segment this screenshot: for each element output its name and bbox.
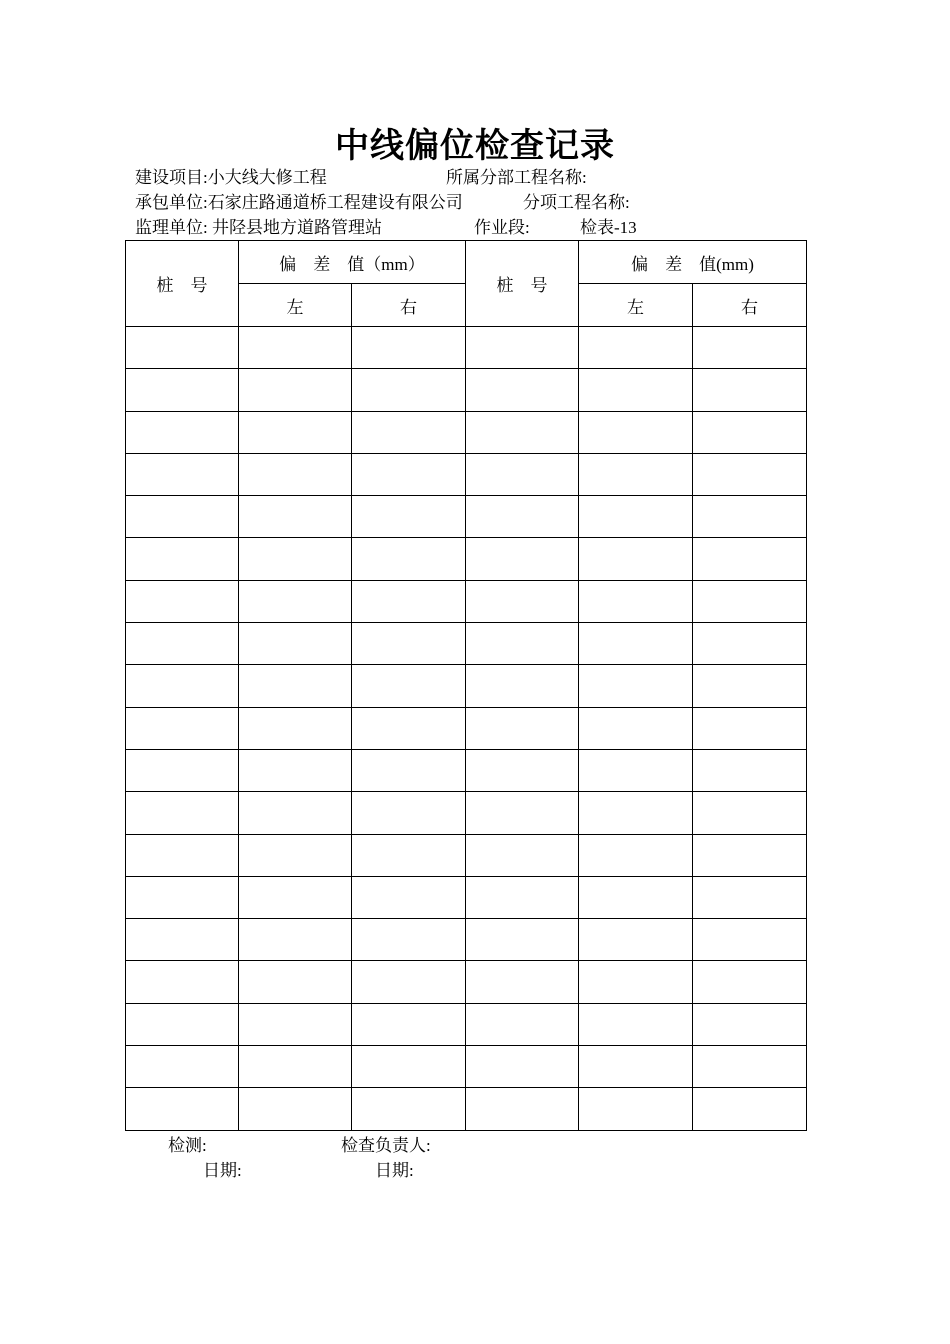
table-cell[interactable] xyxy=(126,792,239,834)
table-row xyxy=(126,665,807,707)
table-row xyxy=(126,453,807,495)
table-cell[interactable] xyxy=(693,1046,807,1088)
table-cell[interactable] xyxy=(352,792,466,834)
table-cell[interactable] xyxy=(466,538,579,580)
table-cell[interactable] xyxy=(239,749,352,791)
table-cell[interactable] xyxy=(352,749,466,791)
table-cell[interactable] xyxy=(126,538,239,580)
table-cell[interactable] xyxy=(352,1046,466,1088)
station-header-right: 桩 号 xyxy=(466,241,579,327)
table-cell[interactable] xyxy=(466,411,579,453)
table-cell[interactable] xyxy=(239,496,352,538)
table-cell[interactable] xyxy=(579,623,693,665)
table-cell[interactable] xyxy=(126,919,239,961)
table-cell[interactable] xyxy=(352,496,466,538)
table-cell[interactable] xyxy=(352,919,466,961)
table-cell[interactable] xyxy=(239,961,352,1003)
table-cell[interactable] xyxy=(579,411,693,453)
table-cell[interactable] xyxy=(579,580,693,622)
table-cell[interactable] xyxy=(466,961,579,1003)
table-cell[interactable] xyxy=(352,834,466,876)
table-cell[interactable] xyxy=(579,961,693,1003)
table-cell[interactable] xyxy=(352,623,466,665)
table-row xyxy=(126,1088,807,1130)
table-cell[interactable] xyxy=(352,707,466,749)
table-cell[interactable] xyxy=(693,1003,807,1045)
table-row xyxy=(126,919,807,961)
table-cell[interactable] xyxy=(352,453,466,495)
table-row xyxy=(126,1046,807,1088)
table-cell[interactable] xyxy=(579,1046,693,1088)
table-cell[interactable] xyxy=(466,1003,579,1045)
table-row xyxy=(126,327,807,369)
table-cell[interactable] xyxy=(126,749,239,791)
left-subheader: 左 xyxy=(239,284,352,327)
table-cell[interactable] xyxy=(579,665,693,707)
table-cell[interactable] xyxy=(126,580,239,622)
table-cell[interactable] xyxy=(126,327,239,369)
table-cell[interactable] xyxy=(352,369,466,411)
table-cell[interactable] xyxy=(579,749,693,791)
table-cell[interactable] xyxy=(466,623,579,665)
table-cell[interactable] xyxy=(239,665,352,707)
table-cell[interactable] xyxy=(693,749,807,791)
table-cell[interactable] xyxy=(126,961,239,1003)
table-cell[interactable] xyxy=(466,327,579,369)
table-cell[interactable] xyxy=(126,623,239,665)
contractor-field: 承包单位:石家庄路通道桥工程建设有限公司 xyxy=(135,193,463,212)
table-cell[interactable] xyxy=(579,876,693,918)
table-row xyxy=(126,961,807,1003)
table-row xyxy=(126,707,807,749)
table-cell[interactable] xyxy=(466,496,579,538)
date-label: 日期: xyxy=(375,1161,414,1180)
table-cell[interactable] xyxy=(352,876,466,918)
table-cell[interactable] xyxy=(126,369,239,411)
table-cell[interactable] xyxy=(126,707,239,749)
station-header-left: 桩 号 xyxy=(126,241,239,327)
table-cell[interactable] xyxy=(466,834,579,876)
table-cell[interactable] xyxy=(693,665,807,707)
table-cell[interactable] xyxy=(579,707,693,749)
table-cell[interactable] xyxy=(466,665,579,707)
table-cell[interactable] xyxy=(579,1003,693,1045)
table-cell[interactable] xyxy=(466,749,579,791)
table-cell[interactable] xyxy=(693,453,807,495)
table-cell[interactable] xyxy=(239,707,352,749)
table-cell[interactable] xyxy=(466,876,579,918)
table-cell[interactable] xyxy=(126,1003,239,1045)
table-row xyxy=(126,834,807,876)
table-row xyxy=(126,749,807,791)
table-cell[interactable] xyxy=(466,919,579,961)
table-cell[interactable] xyxy=(352,327,466,369)
table-cell[interactable] xyxy=(239,876,352,918)
table-cell[interactable] xyxy=(239,834,352,876)
table-row xyxy=(126,496,807,538)
table-cell[interactable] xyxy=(126,1088,239,1130)
subitem-field: 分项工程名称: xyxy=(523,193,630,212)
table-cell[interactable] xyxy=(693,580,807,622)
table-row xyxy=(126,538,807,580)
table-cell[interactable] xyxy=(126,411,239,453)
table-cell[interactable] xyxy=(693,834,807,876)
section-field: 作业段: xyxy=(474,218,530,237)
table-cell[interactable] xyxy=(239,1088,352,1130)
table-cell[interactable] xyxy=(693,327,807,369)
table-cell[interactable] xyxy=(466,707,579,749)
table-cell[interactable] xyxy=(693,1088,807,1130)
table-cell[interactable] xyxy=(693,538,807,580)
table-cell[interactable] xyxy=(693,961,807,1003)
table-row xyxy=(126,369,807,411)
table-cell[interactable] xyxy=(239,453,352,495)
table-cell[interactable] xyxy=(466,580,579,622)
left-subheader: 左 xyxy=(579,284,693,327)
table-cell[interactable] xyxy=(693,792,807,834)
table-cell[interactable] xyxy=(579,919,693,961)
table-row xyxy=(126,876,807,918)
table-cell[interactable] xyxy=(239,369,352,411)
table-cell[interactable] xyxy=(126,665,239,707)
table-cell[interactable] xyxy=(352,665,466,707)
table-cell[interactable] xyxy=(126,1046,239,1088)
table-row xyxy=(126,623,807,665)
table-cell[interactable] xyxy=(466,453,579,495)
table-cell[interactable] xyxy=(239,411,352,453)
date-label: 日期: xyxy=(203,1161,242,1180)
supervisor-field: 监理单位: 井陉县地方道路管理站 xyxy=(135,218,382,237)
table-cell[interactable] xyxy=(466,369,579,411)
table-row xyxy=(126,792,807,834)
project-field: 建设项目:小大线大修工程 xyxy=(135,168,327,187)
table-cell[interactable] xyxy=(126,496,239,538)
table-row xyxy=(126,1003,807,1045)
deviation-table xyxy=(125,240,807,1131)
table-cell[interactable] xyxy=(126,876,239,918)
table-cell[interactable] xyxy=(239,327,352,369)
table-cell[interactable] xyxy=(579,538,693,580)
table-cell[interactable] xyxy=(579,327,693,369)
table-cell[interactable] xyxy=(239,919,352,961)
check-lead-label: 检查负责人: xyxy=(341,1136,431,1155)
deviation-header-right: 偏 差 值(mm) xyxy=(579,241,807,284)
table-cell[interactable] xyxy=(239,580,352,622)
division-field: 所属分部工程名称: xyxy=(446,168,587,187)
table-cell[interactable] xyxy=(239,1046,352,1088)
table-cell[interactable] xyxy=(352,961,466,1003)
table-cell[interactable] xyxy=(352,411,466,453)
table-cell[interactable] xyxy=(579,834,693,876)
table-cell[interactable] xyxy=(239,623,352,665)
table-cell[interactable] xyxy=(693,919,807,961)
table-cell[interactable] xyxy=(466,1088,579,1130)
table-cell[interactable] xyxy=(579,1088,693,1130)
table-cell[interactable] xyxy=(693,876,807,918)
table-cell[interactable] xyxy=(239,538,352,580)
table-cell[interactable] xyxy=(352,1088,466,1130)
table-cell[interactable] xyxy=(352,1003,466,1045)
table-cell[interactable] xyxy=(239,792,352,834)
page-title: 中线偏位检查记录 xyxy=(335,126,615,166)
table-cell[interactable] xyxy=(579,792,693,834)
table-cell[interactable] xyxy=(579,369,693,411)
table-cell[interactable] xyxy=(693,707,807,749)
table-row xyxy=(126,580,807,622)
right-subheader: 右 xyxy=(352,284,466,327)
table-cell[interactable] xyxy=(466,792,579,834)
right-subheader: 右 xyxy=(693,284,807,327)
inspector-label: 检测: xyxy=(168,1136,207,1155)
table-cell[interactable] xyxy=(126,834,239,876)
table-cell[interactable] xyxy=(579,453,693,495)
table-cell[interactable] xyxy=(693,496,807,538)
table-cell[interactable] xyxy=(693,623,807,665)
table-cell[interactable] xyxy=(693,369,807,411)
table-row xyxy=(126,411,807,453)
table-cell[interactable] xyxy=(579,496,693,538)
table-cell[interactable] xyxy=(352,580,466,622)
form-number: 检表-13 xyxy=(580,218,637,237)
table-cell[interactable] xyxy=(352,538,466,580)
table-cell[interactable] xyxy=(693,411,807,453)
table-cell[interactable] xyxy=(239,1003,352,1045)
deviation-header-left: 偏 差 值（mm） xyxy=(239,241,466,284)
table-cell[interactable] xyxy=(466,1046,579,1088)
table-cell[interactable] xyxy=(126,453,239,495)
